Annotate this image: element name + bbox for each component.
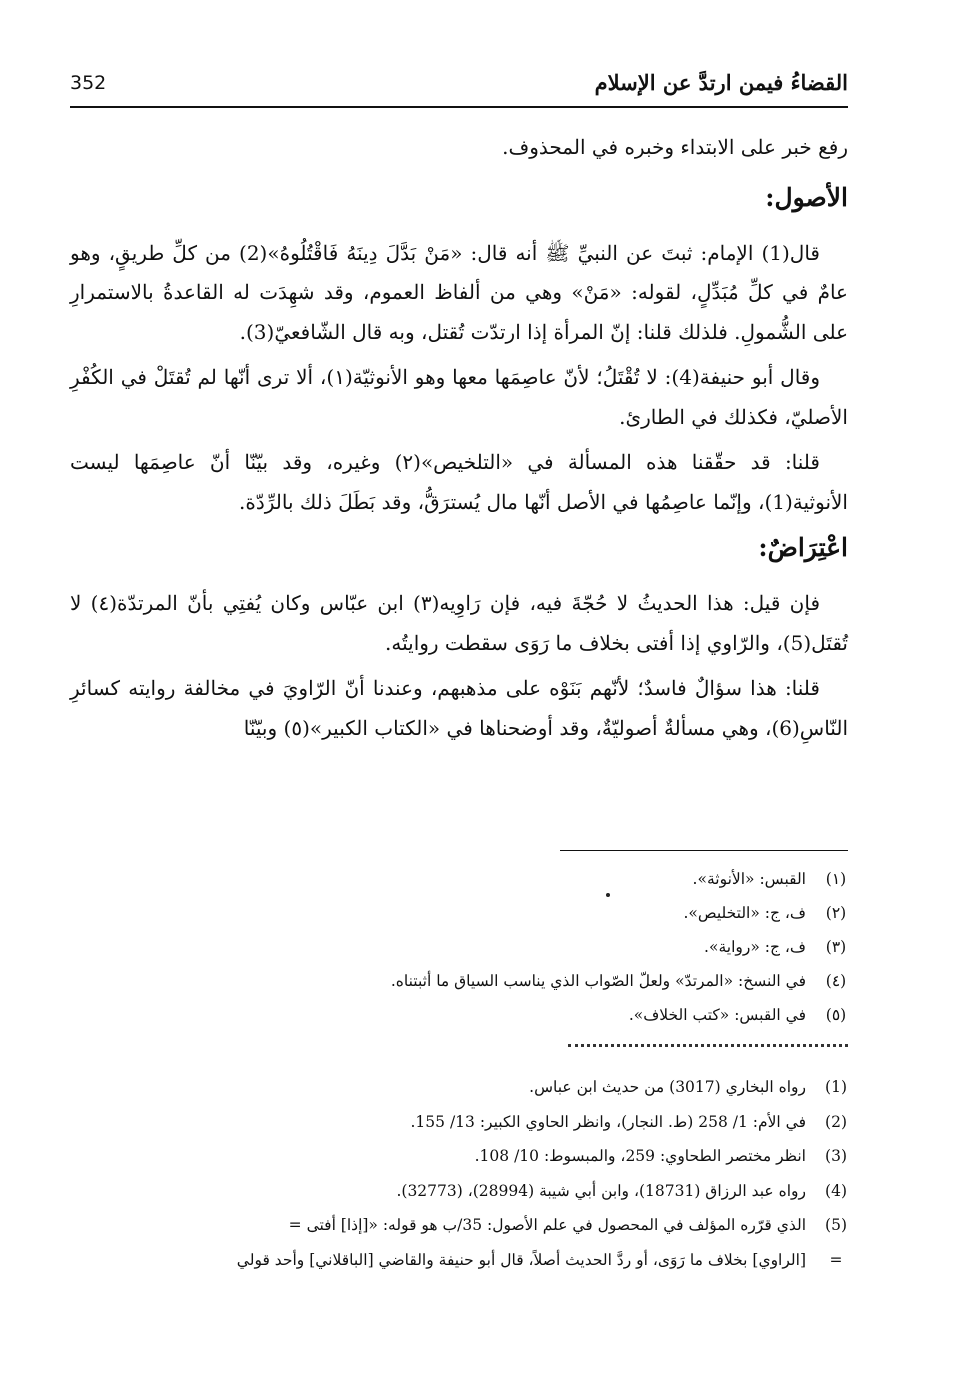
variant-notes	[70, 862, 848, 1032]
footnote-number: (٢)	[825, 904, 847, 922]
footnote	[70, 998, 848, 1032]
page-number: 352	[70, 72, 107, 94]
footnote-number: (١)	[825, 870, 847, 888]
footnote	[70, 1105, 848, 1140]
footnote-number: (5)	[825, 1216, 847, 1234]
footnote-text: رواه البخاري (3017) من حديث ابن عباس.	[529, 1078, 806, 1096]
footnote-number: (٥)	[825, 1006, 847, 1024]
continuation-mark: =	[829, 1250, 843, 1269]
paragraph-2: وقال أبو حنيفة(4): لا تُقْتَلُ؛ لأنّ عاصِمَها معها وهو الأنوثيّة(١)، ألا ترى أنّها لم تُقتَلْ في الكُفْرِ الأصليّ، فكذلك في الطارئ.	[70, 365, 848, 429]
page-header	[70, 62, 848, 106]
source-notes	[70, 1070, 848, 1277]
dotted-separator	[568, 1044, 848, 1047]
footnote	[70, 1070, 848, 1105]
footnote	[70, 862, 848, 896]
footnote	[70, 1139, 848, 1174]
main-text	[70, 128, 848, 754]
footnote-number: (1)	[825, 1078, 847, 1096]
footnote-text: انظر مختصر الطحاوي: 259، والمبسوط: 10/ 108.	[474, 1147, 806, 1165]
footnote-number: (2)	[825, 1112, 847, 1131]
footnote-continuation	[70, 1243, 848, 1278]
heading-usool: الأصول:	[765, 182, 848, 212]
footnote-number: (3)	[825, 1147, 847, 1165]
footnote-number: (٣)	[825, 938, 847, 956]
running-title: القضاءُ فيمن ارتدَّ عن الإسلام	[594, 70, 848, 95]
paragraph-3: قلنا: قد حقّقنا هذه المسألة في «التلخيص»(٢) وغيره، وقد بيّنّا أنّ عاصِمَها ليست الأنوثية(1)، وإنّما عاصِمُها في الأصل أنّها مال يُسترَقُّ، وقد بَطَلَ ذلك بالرِّدّة.	[70, 450, 848, 514]
footnote	[70, 964, 848, 998]
footnote-text: في النسخ: «المرتدّ» ولعلّ الصّواب الذي يناسب السياق ما أثبتناه.	[390, 972, 806, 990]
footnote-text: القبس: «الأنوثة».	[692, 870, 806, 888]
footnote-number: (4)	[825, 1181, 847, 1200]
footnote-text: الذي قرّره المؤلف في المحصول في علم الأصول: 35/ب هو قوله: «[إذا] أفتى =	[288, 1216, 806, 1234]
paragraph-5: قلنا: هذا سؤالٌ فاسدٌ؛ لأنّهم بَنَوْه على مذهبهم، وعندنا أنّ الرّاويَ في مخالفة روايته كسائرِ النّاسِ(6)، وهي مسألةٌ أصوليّةٌ، وقد أوضحناها في «الكتاب الكبير»(٥) وبيّنّا	[70, 676, 848, 740]
footnote	[70, 1208, 848, 1243]
footnote-number: (٤)	[825, 972, 847, 990]
paragraph-1: قال(1) الإمام: ثبتَ عن النبيِّ ﷺ أنه قال: «مَنْ بَدَّلَ دِينَهُ فَاقْتُلُوهُ»(2) من كلِّ طريقٍ، وهو عامٌ في كلِّ مُبَدِّلٍ، لقوله: «مَنْ» وهي من ألفاظ العموم، وقد شهِدَت له القاعدةُ بالاستمرارِ على الشُّمولِ. فلذلك قلنا: إنّ المرأة إذا ارتدّت تُقتل، وبه قال الشّافعيّ(3).	[70, 240, 848, 344]
footnote-text: ف، ج: «رواية».	[704, 938, 806, 956]
footnote-text: في القبس: «كتب الخلاف».	[628, 1006, 806, 1024]
footnote-text: رواه عبد الرزاق (18731)، وابن أبي شيبة (28994)، (32773).	[396, 1181, 806, 1200]
footnote	[70, 896, 848, 930]
continuation-line: رفع خبر على الابتداء وخبره في المحذوف.	[502, 135, 848, 159]
footnote-text: [الراوي] بخلاف ما رَوَى، أو ردَّ الحديث أصلاً، قال أبو حنيفة والقاضي [الباقلاني] وأحد قولي	[236, 1250, 806, 1269]
footnote-text: ف، ج: «التخليص».	[683, 904, 806, 922]
paragraph-4: فإن قيل: هذا الحديثُ لا حُجّةَ فيه، فإن رَاوِيه(٣) ابن عبّاس وكان يُفتِي بأنّ المرتدّة(٤) لا تُقتَل(5)، والرّاوي إذا أفتى بخلاف ما رَوَى سقطت روايتُه.	[70, 591, 848, 655]
footnote	[70, 930, 848, 964]
footnote-rule	[560, 850, 848, 851]
footnote	[70, 1174, 848, 1209]
heading-itirad: اعْتِرَاضٌ:	[758, 533, 848, 562]
header-rule	[70, 106, 848, 108]
footnote-text: في الأم: 1/ 258 (ط. النجار)، وانظر الحاوي الكبير: 13/ 155.	[410, 1112, 806, 1131]
